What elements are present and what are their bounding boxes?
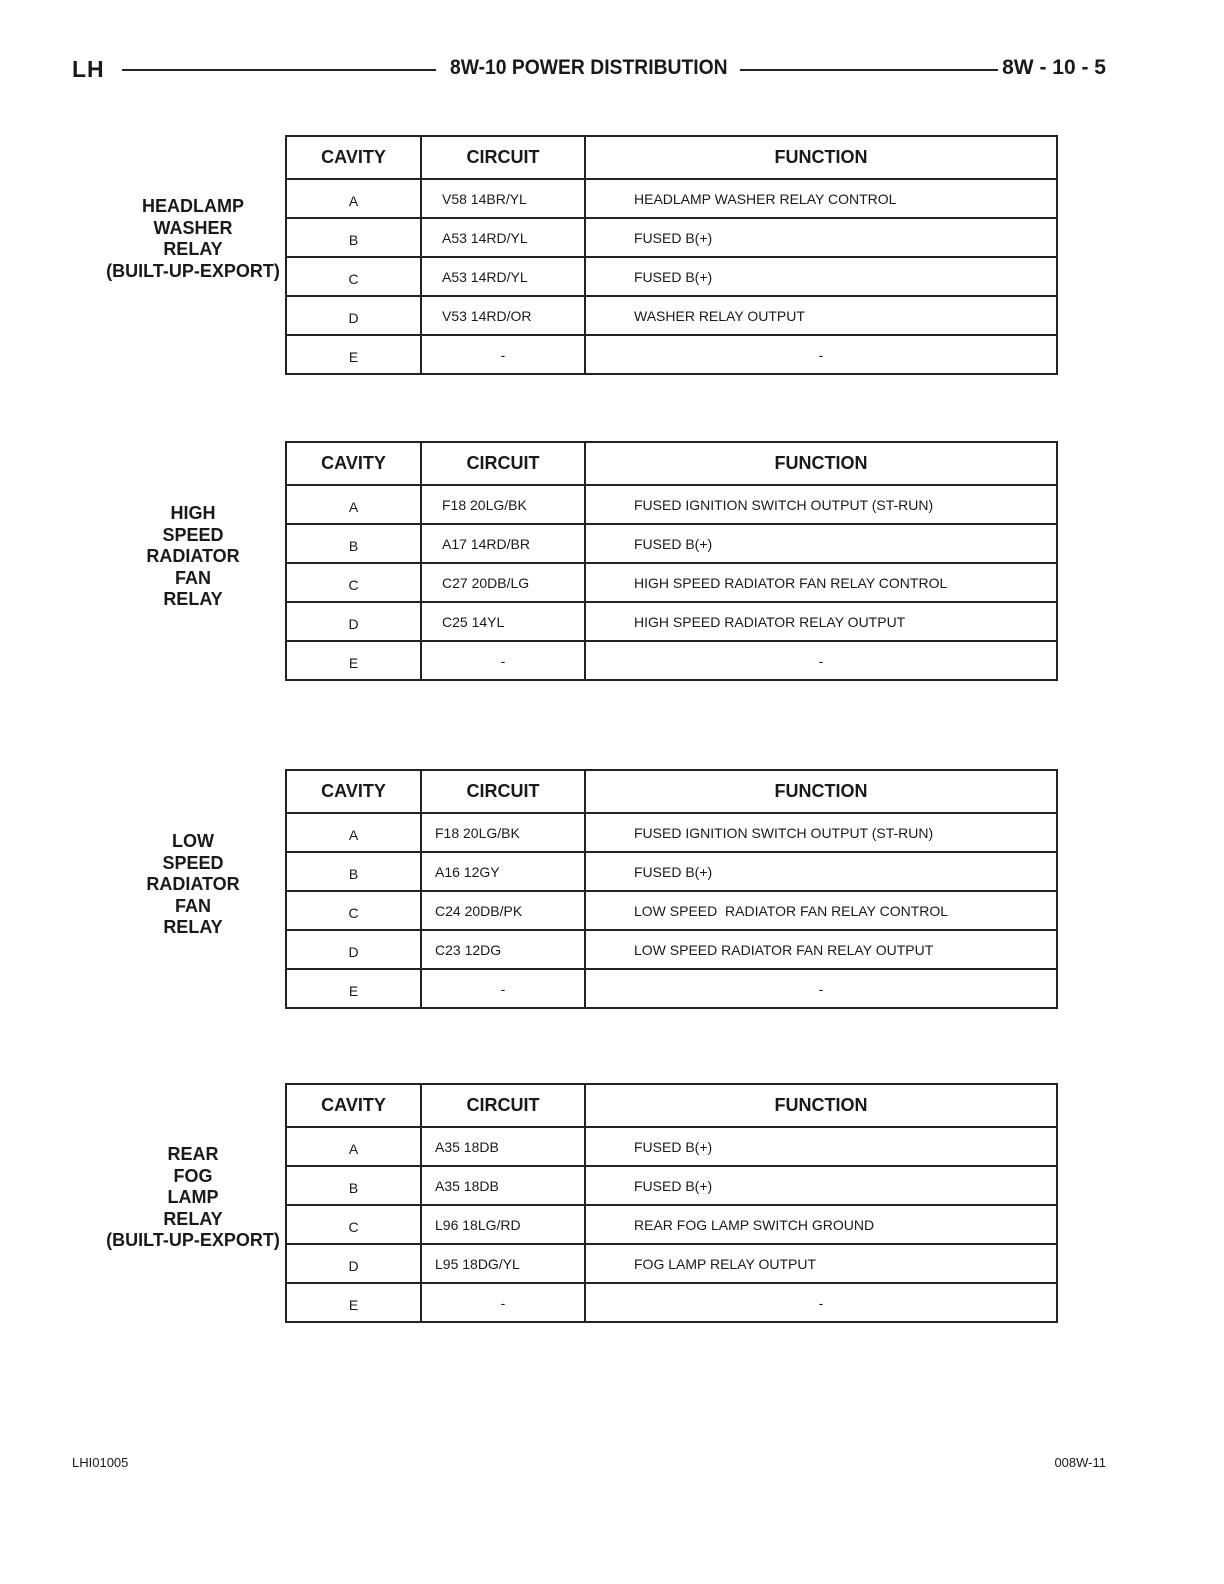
cavity-cell: B xyxy=(286,1166,421,1205)
function-cell: - xyxy=(585,335,1057,374)
cavity-cell: E xyxy=(286,335,421,374)
circuit-cell: V58 14BR/YL xyxy=(421,179,585,218)
section-high-speed-radiator-fan-relay xyxy=(0,441,1224,671)
cavity-cell: A xyxy=(286,1127,421,1166)
table-row xyxy=(286,563,1057,602)
circuit-cell: A53 14RD/YL xyxy=(421,257,585,296)
circuit-cell: C24 20DB/PK xyxy=(421,891,585,930)
circuit-cell: A53 14RD/YL xyxy=(421,218,585,257)
function-cell: FUSED IGNITION SWITCH OUTPUT (ST-RUN) xyxy=(585,485,1057,524)
label-line: LOW xyxy=(172,831,214,851)
circuit-cell: A35 18DB xyxy=(421,1166,585,1205)
circuit-cell: C27 20DB/LG xyxy=(421,563,585,602)
column-header-cavity: CAVITY xyxy=(286,770,421,813)
cavity-cell: A xyxy=(286,813,421,852)
table-row xyxy=(286,969,1057,1008)
column-header-function: FUNCTION xyxy=(585,136,1057,179)
cavity-cell: D xyxy=(286,1244,421,1283)
table-row xyxy=(286,1205,1057,1244)
cavity-cell: B xyxy=(286,218,421,257)
table-row xyxy=(286,813,1057,852)
function-cell: REAR FOG LAMP SWITCH GROUND xyxy=(585,1205,1057,1244)
table-row xyxy=(286,1166,1057,1205)
cavity-cell: C xyxy=(286,891,421,930)
table-row xyxy=(286,179,1057,218)
function-cell: FUSED B(+) xyxy=(585,1166,1057,1205)
circuit-cell: - xyxy=(421,969,585,1008)
page-header xyxy=(72,56,1106,84)
cavity-cell: E xyxy=(286,641,421,680)
circuit-cell: F18 20LG/BK xyxy=(421,485,585,524)
table-row xyxy=(286,257,1057,296)
table-header-row xyxy=(286,442,1057,485)
function-cell: HIGH SPEED RADIATOR RELAY OUTPUT xyxy=(585,602,1057,641)
circuit-cell: - xyxy=(421,335,585,374)
table-row xyxy=(286,485,1057,524)
label-line: (BUILT-UP-EXPORT) xyxy=(106,260,280,281)
function-cell: FUSED B(+) xyxy=(585,257,1057,296)
table-row xyxy=(286,1244,1057,1283)
circuit-cell: A16 12GY xyxy=(421,852,585,891)
label-line: FOG xyxy=(173,1165,213,1186)
circuit-cell: L96 18LG/RD xyxy=(421,1205,585,1244)
function-cell: HIGH SPEED RADIATOR FAN RELAY CONTROL xyxy=(585,563,1057,602)
label-line: FAN xyxy=(175,567,211,588)
label-line: RELAY xyxy=(163,589,223,609)
column-header-cavity: CAVITY xyxy=(286,442,421,485)
circuit-cell: V53 14RD/OR xyxy=(421,296,585,335)
function-cell: LOW SPEED RADIATOR FAN RELAY OUTPUT xyxy=(585,930,1057,969)
label-line: HEADLAMP xyxy=(142,196,244,216)
table-row xyxy=(286,335,1057,374)
label-line: FAN xyxy=(175,895,211,916)
table-row xyxy=(286,852,1057,891)
function-cell: FOG LAMP RELAY OUTPUT xyxy=(585,1244,1057,1283)
cavity-cell: D xyxy=(286,930,421,969)
table-header-row xyxy=(286,770,1057,813)
label-line: SPEED xyxy=(162,852,224,873)
function-cell: LOW SPEED RADIATOR FAN RELAY CONTROL xyxy=(585,891,1057,930)
cavity-cell: C xyxy=(286,257,421,296)
table-header-row xyxy=(286,136,1057,179)
connector-table xyxy=(285,135,1058,375)
function-cell: WASHER RELAY OUTPUT xyxy=(585,296,1057,335)
column-header-cavity: CAVITY xyxy=(286,136,421,179)
label-line: HIGH xyxy=(170,503,216,523)
label-line: REAR xyxy=(167,1144,219,1164)
table-row xyxy=(286,218,1057,257)
label-line: RADIATOR xyxy=(146,874,240,894)
label-line: (BUILT-UP-EXPORT) xyxy=(106,1230,280,1250)
table-row xyxy=(286,891,1057,930)
column-header-circuit: CIRCUIT xyxy=(421,136,585,179)
column-header-circuit: CIRCUIT xyxy=(421,770,585,813)
section-headlamp-washer-relay xyxy=(0,135,1224,365)
column-header-function: FUNCTION xyxy=(585,1084,1057,1127)
page-number: 8W - 10 - 5 xyxy=(1002,56,1106,79)
label-line: SPEED xyxy=(162,524,224,545)
section-low-speed-radiator-fan-relay xyxy=(0,769,1224,999)
connector-table xyxy=(285,441,1058,681)
cavity-cell: A xyxy=(286,485,421,524)
function-cell: FUSED B(+) xyxy=(585,1127,1057,1166)
label-line: RELAY xyxy=(163,239,223,259)
table-row xyxy=(286,602,1057,641)
function-cell: FUSED B(+) xyxy=(585,524,1057,563)
table-row xyxy=(286,524,1057,563)
table-row xyxy=(286,641,1057,680)
cavity-cell: A xyxy=(286,179,421,218)
function-cell: FUSED IGNITION SWITCH OUTPUT (ST-RUN) xyxy=(585,813,1057,852)
header-side-label: LH xyxy=(72,56,105,82)
cavity-cell: D xyxy=(286,602,421,641)
circuit-cell: C23 12DG xyxy=(421,930,585,969)
table-row xyxy=(286,1283,1057,1322)
function-cell: FUSED B(+) xyxy=(585,852,1057,891)
component-label xyxy=(100,1144,286,1252)
label-line: RADIATOR xyxy=(146,546,240,566)
column-header-circuit: CIRCUIT xyxy=(421,1084,585,1127)
cavity-cell: B xyxy=(286,524,421,563)
component-label xyxy=(100,831,286,939)
function-cell: FUSED B(+) xyxy=(585,218,1057,257)
cavity-cell: E xyxy=(286,969,421,1008)
label-line: RELAY xyxy=(163,1208,223,1229)
circuit-cell: A35 18DB xyxy=(421,1127,585,1166)
header-rule-left xyxy=(122,69,436,71)
label-line: LAMP xyxy=(167,1187,219,1207)
circuit-cell: - xyxy=(421,641,585,680)
table-header-row xyxy=(286,1084,1057,1127)
page-title: 8W-10 POWER DISTRIBUTION xyxy=(450,56,728,79)
cavity-cell: C xyxy=(286,1205,421,1244)
function-cell: HEADLAMP WASHER RELAY CONTROL xyxy=(585,179,1057,218)
column-header-circuit: CIRCUIT xyxy=(421,442,585,485)
header-rule-right xyxy=(740,69,998,71)
circuit-cell: F18 20LG/BK xyxy=(421,813,585,852)
label-line: WASHER xyxy=(153,217,233,238)
footer-doc-id: 008W-11 xyxy=(1054,1455,1106,1470)
cavity-cell: C xyxy=(286,563,421,602)
circuit-cell: - xyxy=(421,1283,585,1322)
table-row xyxy=(286,1127,1057,1166)
connector-table xyxy=(285,1083,1058,1323)
circuit-cell: L95 18DG/YL xyxy=(421,1244,585,1283)
cavity-cell: D xyxy=(286,296,421,335)
table-row xyxy=(286,930,1057,969)
component-label xyxy=(100,196,286,282)
table-row xyxy=(286,296,1057,335)
function-cell: - xyxy=(585,1283,1057,1322)
column-header-function: FUNCTION xyxy=(585,442,1057,485)
column-header-cavity: CAVITY xyxy=(286,1084,421,1127)
label-line: RELAY xyxy=(163,917,223,937)
function-cell: - xyxy=(585,969,1057,1008)
cavity-cell: B xyxy=(286,852,421,891)
function-cell: - xyxy=(585,641,1057,680)
circuit-cell: C25 14YL xyxy=(421,602,585,641)
column-header-function: FUNCTION xyxy=(585,770,1057,813)
cavity-cell: E xyxy=(286,1283,421,1322)
component-label xyxy=(100,503,286,611)
section-rear-fog-lamp-relay xyxy=(0,1083,1224,1313)
circuit-cell: A17 14RD/BR xyxy=(421,524,585,563)
footer-figure-id: LHI01005 xyxy=(72,1455,129,1470)
connector-table xyxy=(285,769,1058,1009)
